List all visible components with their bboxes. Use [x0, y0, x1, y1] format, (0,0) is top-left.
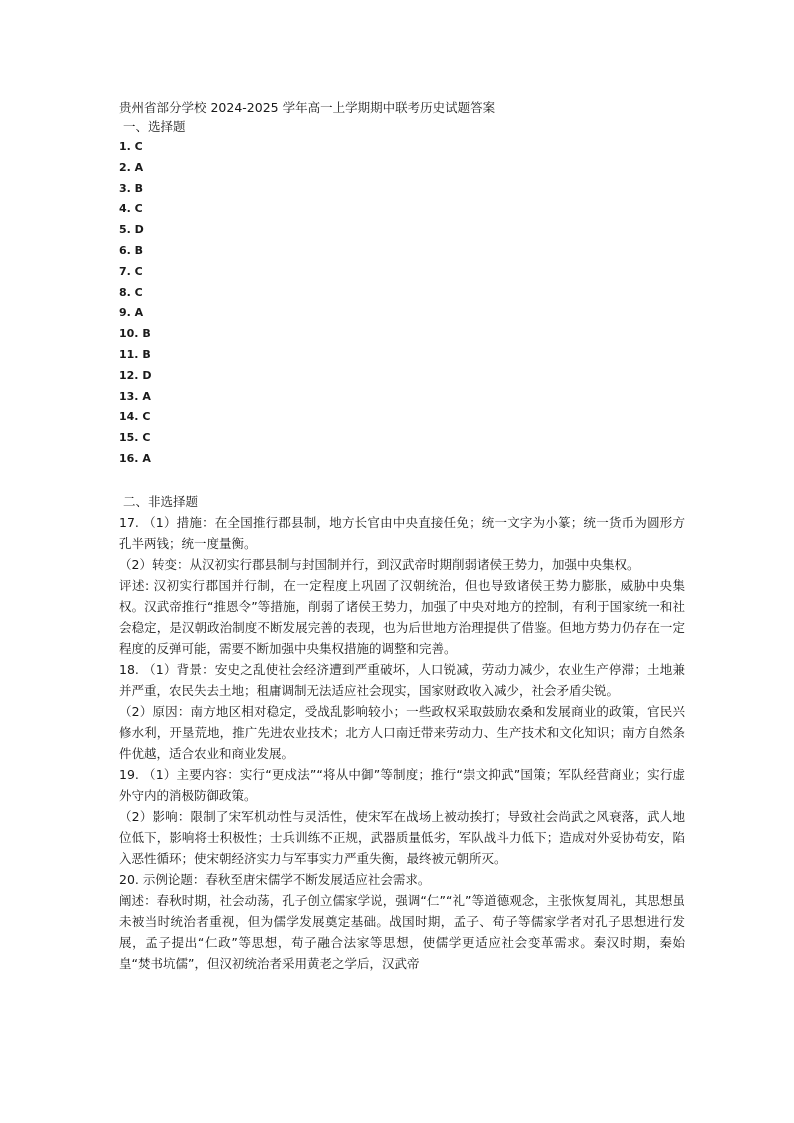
choice-answer-item: 13. A: [119, 389, 151, 403]
document-title: 贵州省部分学校 2024-2025 学年高一上学期期中联考历史试题答案: [119, 100, 496, 115]
answer-paragraph: 20. 示例论题：春秋至唐宋儒学不断发展适应社会需求。: [119, 871, 431, 887]
choice-answer-item: 11. B: [119, 347, 151, 361]
section-heading-non-choice: 二、非选择题: [123, 493, 199, 509]
choice-answer-item: 4. C: [119, 202, 143, 216]
answer-paragraph: 19. （1）主要内容：实行“更戍法”“将从中御”等制度；推行“崇文抑武”国策；军队经营商业；实行虚外守内的消极防御政策。: [119, 766, 685, 803]
choice-answer-item: 15. C: [119, 431, 151, 445]
answer-paragraph: 评述: 汉初实行郡国并行制，在一定程度上巩固了汉朝统治，但也导致诸侯王势力膨胀，威胁中央集权。汉武帝推行“推恩令”等措施，削弱了诸侯王势力，加强了中央对地方的控制，有利于国家统一和社会稳定，是汉朝政治制度不断发展完善的表现，也为后世地方治理提供了借鉴。但地方势力仍存在一定程度的反弹可能，需要不断加强中央集权措施的调整和完善。: [119, 577, 685, 656]
answer-paragraph: （2）转变：从汉初实行郡县制与封国制并行，到汉武帝时期削弱诸侯王势力，加强中央集权。: [119, 556, 640, 572]
choice-answer-item: 12. D: [119, 368, 152, 382]
choice-answer-item: 10. B: [119, 327, 151, 341]
choice-answer-item: 9. A: [119, 306, 144, 320]
answer-paragraph: （2）影响：限制了宋军机动性与灵活性，使宋军在战场上被动挨打；导致社会尚武之风衰落，武人地位低下，影响将士积极性；士兵训练不正规，武器质量低劣，军队战斗力低下；造成对外妥协苟安，陷入恶性循环；使宋朝经济实力与军事实力严重失衡，最终被元朝所灭。: [119, 808, 685, 866]
answer-paragraph: 18. （1）背景：安史之乱使社会经济遭到严重破坏，人口锐减，劳动力减少，农业生产停滞；土地兼并严重，农民失去土地；租庸调制无法适应社会现实，国家财政收入减少，社会矛盾尖锐。: [119, 661, 685, 698]
choice-answer-item: 14. C: [119, 410, 151, 424]
choice-answer-item: 2. A: [119, 160, 144, 174]
choice-answer-item: 8. C: [119, 285, 143, 299]
answer-paragraph: 阐述：春秋时期，社会动荡，孔子创立儒家学说，强调“仁”“礼”等道德观念，主张恢复周礼，其思想虽未被当时统治者重视，但为儒学发展奠定基础。战国时期，孟子、荀子等儒家学者对孔子思想进行发展，孟子提出“仁政”等思想，荀子融合法家等思想，使儒学更适应社会变革需求。秦汉时期，秦始皇“焚书坑儒”，但汉初统治者采用黄老之学后，汉武帝: [119, 892, 685, 971]
choice-answer-item: 16. A: [119, 451, 151, 465]
answer-paragraph: 17. （1）措施：在全国推行郡县制，地方长官由中央直接任免；统一文字为小篆；统一货币为圆形方孔半两钱；统一度量衡。: [119, 514, 685, 551]
choice-answer-item: 1. C: [119, 140, 143, 153]
section-gap: [119, 470, 685, 492]
choice-answer-item: 5. D: [119, 223, 144, 237]
answer-key-content: [119, 99, 685, 974]
section-heading-multiple-choice: 一、选择题: [123, 119, 186, 134]
choice-answer-item: 6. B: [119, 243, 144, 257]
choice-answer-item: 7. C: [119, 264, 143, 278]
choice-answer-item: 3. B: [119, 181, 144, 195]
choice-answer-list: [119, 137, 685, 470]
non-choice-answers: [119, 512, 685, 974]
answer-paragraph: （2）原因：南方地区相对稳定，受战乱影响较小；一些政权采取鼓励农桑和发展商业的政策，官民兴修水利，开垦荒地，推广先进农业技术；北方人口南迁带来劳动力、生产技术和文化知识；南方自然条件优越，适合农业和商业发展。: [119, 703, 685, 761]
